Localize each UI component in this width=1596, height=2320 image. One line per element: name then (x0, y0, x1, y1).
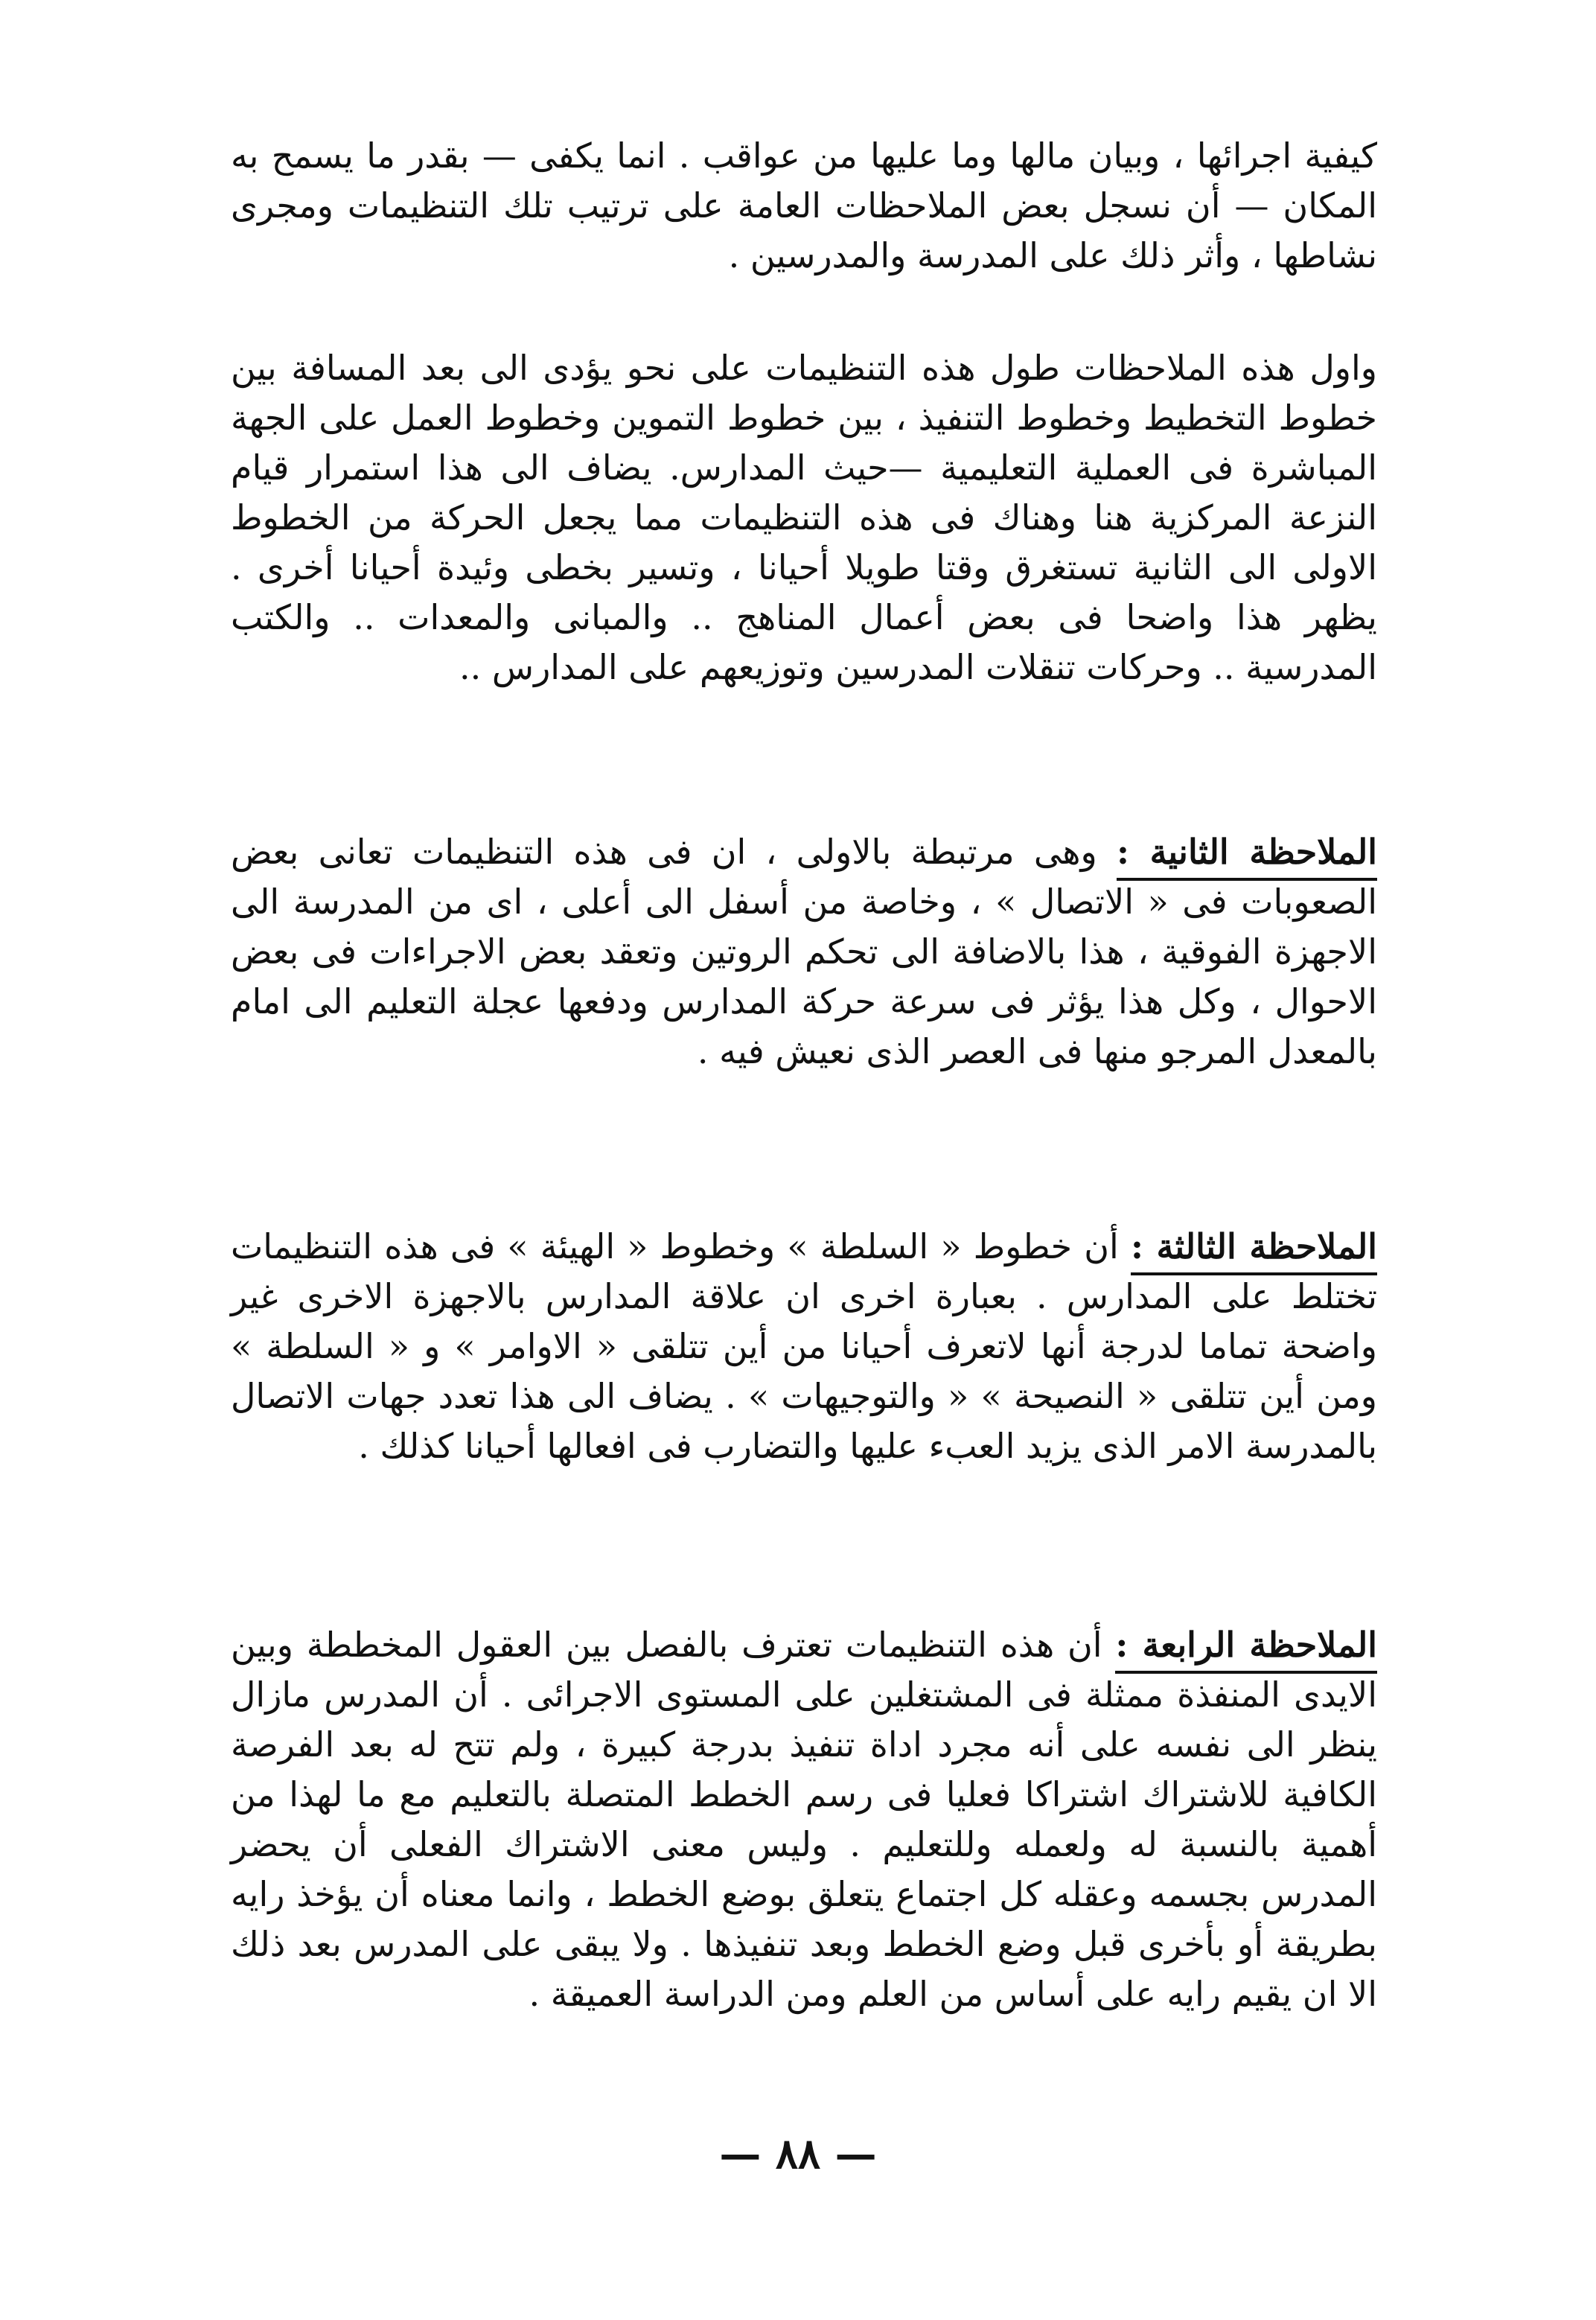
heading-fourth-observation: الملاحظة الرابعة : (1115, 1625, 1377, 1674)
heading-second-observation: الملاحظة الثانية : (1117, 832, 1377, 881)
paragraph-third-observation (231, 1222, 1377, 1471)
paragraph-fourth-observation (231, 1620, 1377, 2019)
paragraph-first-observation: واول هذه الملاحظات طول هذه التنظيمات على نحو يؤدى الى بعد المسافة بين خطوط التخطيط وخطوط التنفيذ ، بين خطوط التموين وخطوط العمل على الجهة المباشرة فى العملية التعليمية —حيث المدارس. يضاف الى هذا استمرار قيام النزعة المركزية هنا وهناك فى هذه التنظيمات مما يجعل الحركة من الخطوط الاولى الى الثانية تستغرق وقتا طويلا أحيانا ، وتسير بخطى وئيدة أحيانا أخرى . يظهر هذا واضحا فى بعض أعمال المناهج .. والمبانى والمعدات .. والكتب المدرسية .. وحركات تنقلات المدرسين وتوزيعهم على المدارس .. (231, 348, 1377, 687)
page-number: — ٨٨ — (719, 2129, 877, 2179)
paragraph-opening: كيفية اجرائها ، وبيان مالها وما عليها من عواقب . انما يكفى — بقدر ما يسمح به المكان — أن نسجل بعض الملاحظات العامة على ترتيب تلك التنظيمات ومجرى نشاطها ، وأثر ذلك على المدرسة والمدرسين . (231, 136, 1377, 275)
heading-third-observation: الملاحظة الثالثة : (1131, 1226, 1377, 1275)
paragraph-second-observation (231, 827, 1377, 1077)
body-fourth-observation: أن هذه التنظيمات تعترف بالفصل بين العقول المخططة وبين الايدى المنفذة ممثلة فى المشتغلين على المستوى الاجرائى . أن المدرس مازال ينظر الى نفسه على أنه مجرد اداة تنفيذ بدرجة كبيرة ، ولم تتح له بعد الفرصة الكافية للاشتراك اشتراكا فعليا فى رسم الخطط المتصلة بالتعليم مع ما لهذا من أهمية بالنسبة له ولعمله وللتعليم . وليس معنى الاشتراك الفعلى أن يحضر المدرس بجسمه وعقله كل اجتماع يتعلق بوضع الخطط ، وانما معناه أن يؤخذ رايه بطريقة أو بأخرى قبل وضع الخطط وبعد تنفيذها . ولا يبقى على المدرس بعد ذلك الا ان يقيم رايه على أساس من العلم ومن الدراسة العميقة . (231, 1625, 1377, 2014)
body-second-observation: وهى مرتبطة بالاولى ، ان فى هذه التنظيمات تعانى بعض الصعوبات فى « الاتصال » ، وخاصة من أسفل الى أعلى ، اى من المدرسة الى الاجهزة الفوقية ، هذا بالاضافة الى تحكم الروتين وتعقد بعض الاجراءات فى بعض الاحوال ، وكل هذا يؤثر فى سرعة حركة المدارس ودفعها عجلة التعليم الى امام بالمعدل المرجو منها فى العصر الذى نعيش فيه . (231, 832, 1377, 1071)
body-third-observation: أن خطوط « السلطة » وخطوط « الهيئة » فى هذه التنظيمات تختلط على المدارس . بعبارة اخرى ان علاقة المدارس بالاجهزة الاخرى غير واضحة تماما لدرجة أنها لاتعرف أحيانا من أين تتلقى « الاوامر » و « السلطة » ومن أين تتلقى « النصيحة » « والتوجيهات » . يضاف الى هذا تعدد جهات الاتصال بالمدرسة الامر الذى يزيد العبء عليها والتضارب فى افعالها أحيانا كذلك . (231, 1226, 1378, 1466)
